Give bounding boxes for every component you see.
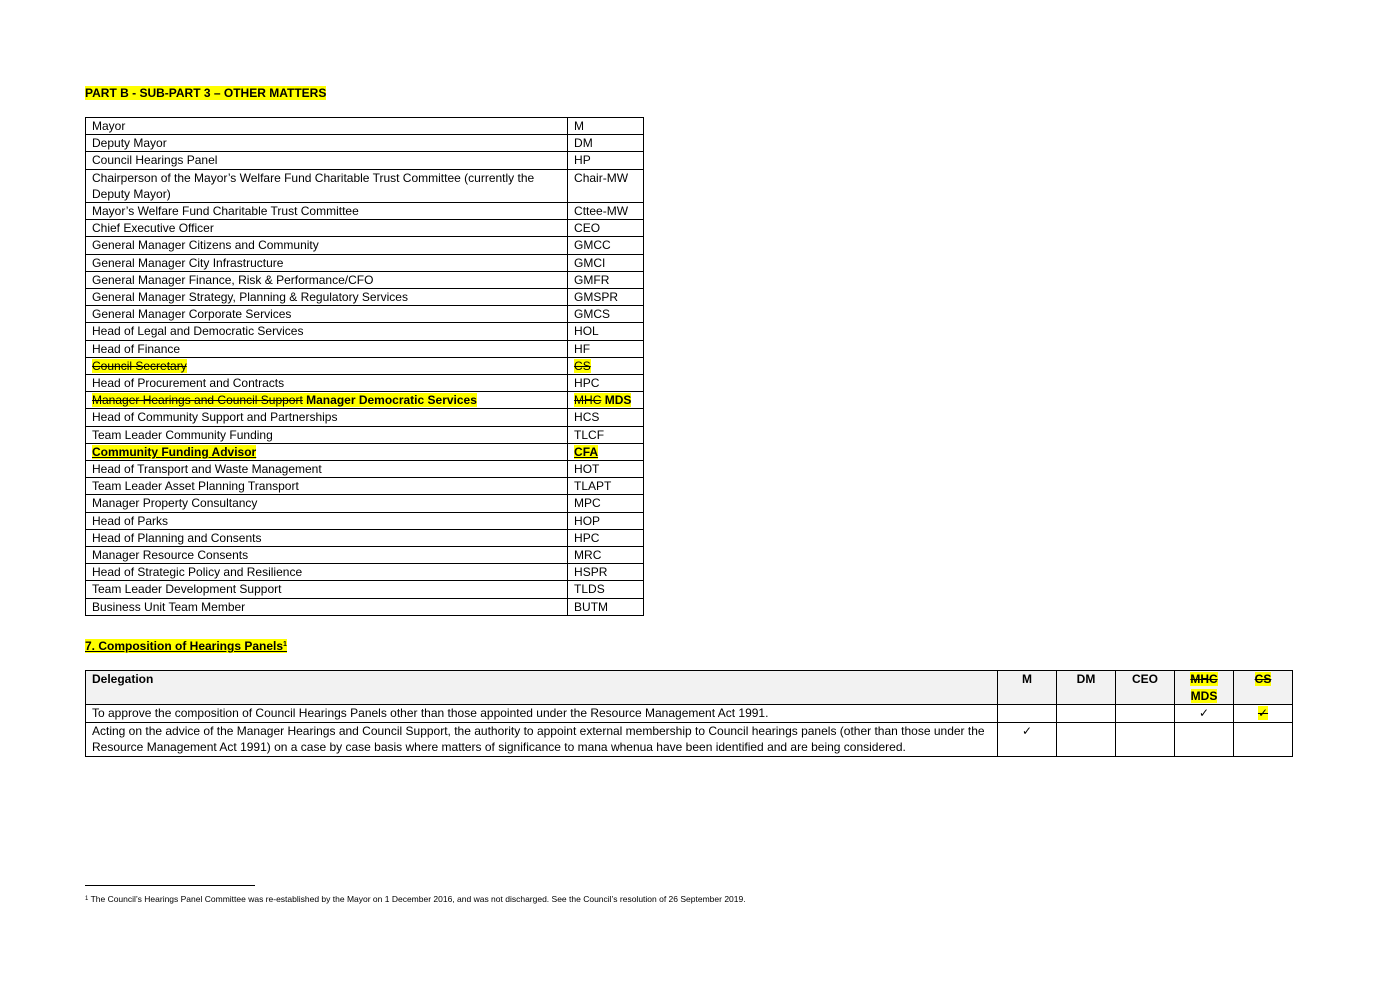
table-row — [86, 392, 644, 409]
mark-mhc-mds — [1175, 722, 1234, 756]
table-row — [86, 271, 644, 288]
role-cell: Team Leader Community Funding — [86, 426, 568, 443]
role-cell — [86, 392, 568, 409]
abbr-cell: Chair-MW — [568, 169, 644, 202]
table-row — [86, 237, 644, 254]
role-cell: Chairperson of the Mayor’s Welfare Fund Charitable Trust Committee (currently the Deputy Mayor) — [86, 169, 568, 202]
role-cell: Head of Community Support and Partnerships — [86, 409, 568, 426]
role-cell: Head of Planning and Consents — [86, 529, 568, 546]
abbr-cell: HP — [568, 152, 644, 169]
abbr-cell: GMCS — [568, 306, 644, 323]
role-cell: Team Leader Development Support — [86, 581, 568, 598]
table-header-row — [86, 671, 1293, 705]
abbr-cell: HOT — [568, 461, 644, 478]
role-cell — [86, 443, 568, 460]
table-row — [86, 357, 644, 374]
table-row — [86, 564, 644, 581]
role-cell: Head of Finance — [86, 340, 568, 357]
table-row — [86, 289, 644, 306]
abbr-cell: HOP — [568, 512, 644, 529]
header-delegation: Delegation — [86, 671, 998, 705]
mark-ceo — [1116, 705, 1175, 723]
table-row — [86, 443, 644, 460]
abbr-cell: GMCI — [568, 254, 644, 271]
mark-mhc-mds: ✓ — [1175, 705, 1234, 723]
mark-dm — [1057, 705, 1116, 723]
new-role: Community Funding Advisor — [92, 444, 257, 459]
table-row — [86, 152, 644, 169]
abbr-cell — [568, 357, 644, 374]
header-ceo: CEO — [1116, 671, 1175, 705]
table-row — [86, 409, 644, 426]
new-abbr: MDS — [604, 393, 632, 408]
role-cell: General Manager City Infrastructure — [86, 254, 568, 271]
mark-cs — [1234, 722, 1293, 756]
role-cell: Head of Parks — [86, 512, 568, 529]
table-row — [86, 581, 644, 598]
abbr-cell: HPC — [568, 529, 644, 546]
struck-role: Council Secretary — [92, 358, 187, 373]
table-row — [86, 426, 644, 443]
abbr-cell: HF — [568, 340, 644, 357]
role-cell: Mayor’s Welfare Fund Charitable Trust Committee — [86, 203, 568, 220]
header-mhc-mds — [1175, 671, 1234, 705]
part-heading: PART B - SUB-PART 3 – OTHER MATTERS — [85, 86, 327, 100]
footnote — [85, 894, 746, 905]
abbr-cell: CEO — [568, 220, 644, 237]
role-cell: Manager Property Consultancy — [86, 495, 568, 512]
abbr-cell: GMSPR — [568, 289, 644, 306]
table-row — [86, 169, 644, 202]
struck-header: CS — [1254, 672, 1272, 686]
check-icon: ✓ — [1257, 706, 1269, 720]
new-header: MDS — [1190, 688, 1218, 703]
table-row — [86, 375, 644, 392]
role-cell: Head of Strategic Policy and Resilience — [86, 564, 568, 581]
struck-header: MHC — [1190, 672, 1218, 686]
table-row — [86, 135, 644, 152]
table-row — [86, 547, 644, 564]
table-row — [86, 254, 644, 271]
abbr-cell: MPC — [568, 495, 644, 512]
role-cell: Head of Procurement and Contracts — [86, 375, 568, 392]
abbr-cell: HSPR — [568, 564, 644, 581]
role-cell: Manager Resource Consents — [86, 547, 568, 564]
table-row — [86, 323, 644, 340]
role-cell: Team Leader Asset Planning Transport — [86, 478, 568, 495]
header-cs — [1234, 671, 1293, 705]
mark-dm — [1057, 722, 1116, 756]
header-m: M — [998, 671, 1057, 705]
delegation-text: Acting on the advice of the Manager Hearings and Council Support, the authority to appoint external membership to Council hearings panels (other than those under the Resource Management Act 1991) on a case by case basis where matters of significance to mana whenua have been identified and are being considered. — [86, 722, 998, 756]
table-row — [86, 203, 644, 220]
mark-ceo — [1116, 722, 1175, 756]
footnote-text: The Council’s Hearings Panel Committee was re-established by the Mayor on 1 December 2016, and was not discharged. See the Council’s resolution of 26 September 2019. — [90, 894, 746, 904]
table-row — [86, 495, 644, 512]
abbr-cell: BUTM — [568, 598, 644, 615]
footnote-divider — [85, 885, 255, 886]
role-cell: General Manager Finance, Risk & Performance/CFO — [86, 271, 568, 288]
footnote-ref: 1 — [283, 641, 287, 648]
abbr-cell: GMFR — [568, 271, 644, 288]
role-cell: Council Hearings Panel — [86, 152, 568, 169]
struck-role: Manager Hearings and Council Support — [92, 393, 303, 408]
role-cell — [86, 357, 568, 374]
role-cell: General Manager Citizens and Community — [86, 237, 568, 254]
table-row — [86, 529, 644, 546]
abbr-cell: M — [568, 118, 644, 135]
role-cell: Head of Transport and Waste Management — [86, 461, 568, 478]
role-cell: Business Unit Team Member — [86, 598, 568, 615]
header-dm: DM — [1057, 671, 1116, 705]
abbr-cell: Cttee-MW — [568, 203, 644, 220]
abbr-cell: HPC — [568, 375, 644, 392]
new-role: Manager Democratic Services — [306, 393, 477, 408]
table-row — [86, 340, 644, 357]
table-row — [86, 461, 644, 478]
mark-cs — [1234, 705, 1293, 723]
struck-abbr: CS — [574, 358, 591, 373]
section-heading: 7. Composition of Hearings Panels$^1$ — [85, 639, 287, 653]
abbr-cell: DM — [568, 135, 644, 152]
mark-m — [998, 705, 1057, 723]
table-row — [86, 722, 1293, 756]
abbr-cell: TLDS — [568, 581, 644, 598]
role-cell: Chief Executive Officer — [86, 220, 568, 237]
mark-m: ✓ — [998, 722, 1057, 756]
abbreviations-table — [85, 117, 644, 616]
table-row — [86, 478, 644, 495]
table-row — [86, 598, 644, 615]
abbr-cell — [568, 392, 644, 409]
delegation-text: To approve the composition of Council Hearings Panels other than those appointed under the Resource Management Act 1991. — [86, 705, 998, 723]
table-row — [86, 118, 644, 135]
struck-abbr: MHC — [574, 393, 602, 408]
table-row — [86, 705, 1293, 723]
abbr-cell: HCS — [568, 409, 644, 426]
delegation-table — [85, 670, 1293, 757]
role-cell: General Manager Strategy, Planning & Regulatory Services — [86, 289, 568, 306]
abbr-cell: TLCF — [568, 426, 644, 443]
abbr-cell: TLAPT — [568, 478, 644, 495]
abbr-cell: MRC — [568, 547, 644, 564]
abbr-cell — [568, 443, 644, 460]
table-row — [86, 512, 644, 529]
table-row — [86, 220, 644, 237]
role-cell: Deputy Mayor — [86, 135, 568, 152]
role-cell: General Manager Corporate Services — [86, 306, 568, 323]
abbr-cell: HOL — [568, 323, 644, 340]
table-row — [86, 306, 644, 323]
footnote-marker: 1 — [85, 896, 89, 902]
role-cell: Mayor — [86, 118, 568, 135]
abbr-cell: GMCC — [568, 237, 644, 254]
new-abbr: CFA — [574, 444, 599, 459]
role-cell: Head of Legal and Democratic Services — [86, 323, 568, 340]
